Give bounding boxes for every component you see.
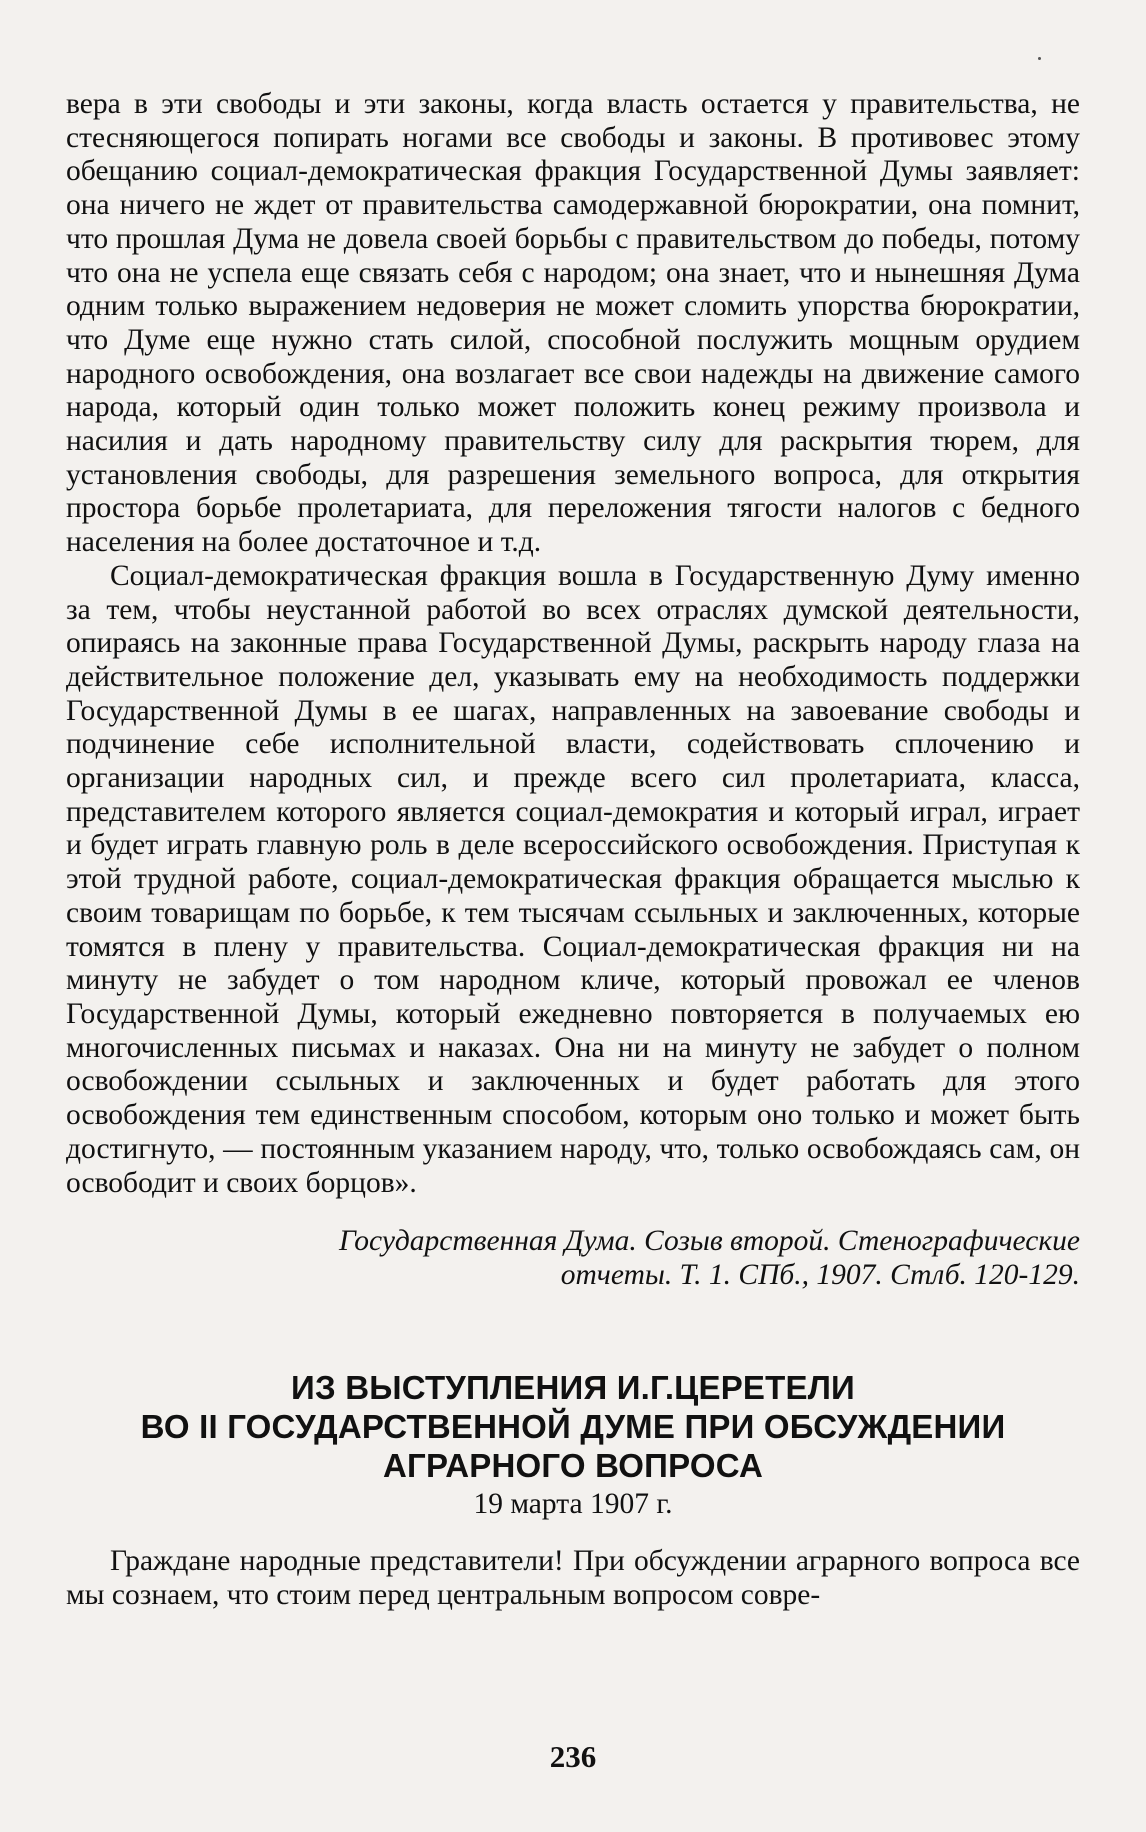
- speck: [1038, 57, 1041, 60]
- page-content: [66, 88, 1080, 1613]
- section-title-line: ИЗ ВЫСТУПЛЕНИЯ И.Г.ЦЕРЕТЕЛИ: [291, 1369, 855, 1407]
- source-citation: [66, 1224, 1080, 1292]
- section-date: 19 марта 1907 г.: [473, 1488, 673, 1521]
- section-title-line: ВО II ГОСУДАРСТВЕННОЙ ДУМЕ ПРИ ОБСУЖДЕНИИ: [140, 1408, 1006, 1446]
- source-citation-line: Государственная Дума. Созыв второй. Стенографические: [338, 1225, 1080, 1258]
- paragraph-social-democratic-fraction: Социал-демократическая фракция вошла в Государственную Думу именно за тем, чтобы неустанной работой во всех отраслях думской деятельности, опираясь на законные права Государственной Думы, раскрыть народу глаза на действительное положение дел, указывать ему на необходимость поддержки Государственной Думы в ее шагах, направленных на завоевание свободы и подчинение себе исполнительной власти, содействовать сплочению и организации народных сил, и прежде всего сил пролетариата, класса, представителем которого является социал-демократия и который играл, играет и будет играть главную роль в деле всероссийского освобождения. Приступая к этой трудной работе, социал-демократическая фракция обращается мыслью к своим товарищам по борьбе, к тем тысячам ссыльных и заключенных, которые томятся в плену у правительства. Социал-демократическая фракция ни на минуту не забудет о том народном кличе, который провожал ее членов Государственной Думы, который ежедневно повторяется в получаемых ею многочисленных письмах и наказах. Она ни на минуту не забудет о полном освобождении ссыльных и заключенных и будет работать для этого освобождения тем единственным способом, которым оно только и может быть достигнуто, — постоянным указанием народу, что, только освобождаясь сам, он освободит и своих борцов».: [66, 559, 1080, 1199]
- section-title: [66, 1368, 1080, 1485]
- section-title-line: АГРАРНОГО ВОПРОСА: [383, 1447, 763, 1485]
- source-citation-line: отчеты. Т. 1. СПб., 1907. Стлб. 120-129.: [560, 1259, 1080, 1292]
- page-number: 236: [549, 1739, 597, 1774]
- paragraph-continued: вера в эти свободы и эти законы, когда власть остается у правительства, не стесняющегося попирать ногами все свободы и законы. В противовес этому обещанию социал-демократическая фракция Государственной Думы заявляет: она ничего не ждет от правительства самодержавной бюрократии, она помнит, что прошлая Дума не довела своей борьбы с правительством до победы, потому что она не успела еще связать себя с народом; она знает, что и нынешняя Дума одним только выражением недоверия не может сломить упорства бюрократии, что Думе еще нужно стать силой, способной послужить мощным орудием народного освобождения, она возлагает все свои надежды на движение самого народа, который один только может положить конец режиму произвола и насилия и дать народному правительству силу для раскрытия тюрем, для установления свободы, для разрешения земельного вопроса, для открытия простора борьбе пролетариата, для переложения тягости налогов с бедного населения на более достаточное и т.д.: [66, 88, 1080, 559]
- paragraph-speech-opening: Граждане народные представители! При обсуждении аграрного вопроса все мы сознаем, что стоим перед центральным вопросом совре-: [66, 1545, 1080, 1611]
